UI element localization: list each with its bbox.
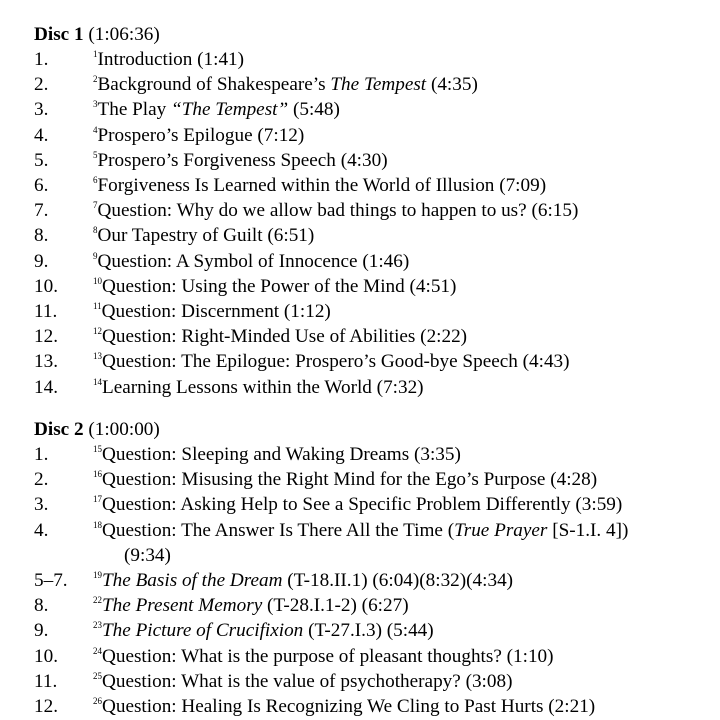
italic-title: The Picture of Crucifixion — [102, 620, 304, 642]
track-row — [34, 593, 714, 618]
title-text: (4:35) — [426, 74, 478, 96]
track-title — [93, 349, 570, 374]
footnote-marker: 6 — [93, 175, 98, 185]
footnote-marker: 25 — [93, 670, 102, 681]
track-title — [93, 467, 597, 492]
footnote-marker: 7 — [93, 200, 98, 211]
track-number: 13. — [34, 351, 58, 373]
track-row — [34, 148, 714, 173]
footnote-marker: 2 — [93, 74, 98, 85]
track-number: 9. — [34, 620, 49, 642]
footnote-marker: 10 — [93, 275, 102, 286]
disc-duration: (1:06:36) — [83, 24, 160, 45]
title-text: The Play — [97, 99, 172, 121]
title-text: (T-28.I.1-2) (6:27) — [262, 595, 409, 617]
title-text: Prospero’s Forgiveness Speech (4:30) — [97, 149, 388, 171]
footnote-marker: 9 — [93, 250, 98, 261]
track-title — [93, 593, 409, 618]
track-number: 2. — [34, 74, 49, 96]
track-row — [34, 442, 714, 467]
track-row — [34, 694, 714, 719]
track-title — [93, 274, 456, 299]
track-row — [34, 249, 714, 274]
track-title — [93, 47, 244, 72]
track-title — [93, 249, 409, 274]
title-text: Learning Lessons within the World (7:32) — [102, 376, 424, 398]
track-row — [34, 467, 714, 492]
title-text: Question: The Epilogue: Prospero’s Good-bye Speech (4:43) — [102, 351, 570, 373]
track-row — [34, 644, 714, 669]
track-number: 14. — [34, 376, 58, 398]
footnote-marker: 11 — [93, 301, 102, 311]
track-row — [34, 568, 714, 593]
track-title — [93, 518, 628, 543]
track-row — [34, 492, 714, 517]
track-number: 11. — [34, 301, 58, 322]
track-title — [93, 72, 478, 97]
track-row — [34, 669, 714, 694]
track-number: 4. — [34, 124, 49, 146]
track-number: 7. — [34, 200, 49, 222]
track-row — [34, 324, 714, 349]
track-row — [34, 349, 714, 374]
title-text: Question: Sleeping and Waking Dreams (3:35) — [102, 444, 461, 465]
title-text: Question: A Symbol of Innocence (1:46) — [97, 250, 410, 272]
title-text: (5:48) — [288, 99, 340, 121]
track-number: 6. — [34, 175, 49, 196]
track-title — [93, 324, 467, 349]
track-row — [34, 618, 714, 643]
title-text: [S-1.I. 4]) — [547, 519, 629, 541]
track-title — [93, 123, 304, 148]
track-row — [34, 123, 714, 148]
track-title — [93, 694, 595, 719]
italic-title: The Basis of the Dream — [102, 570, 283, 591]
track-title — [93, 299, 331, 324]
track-title — [93, 492, 622, 517]
italic-title: The Tempest — [330, 74, 427, 96]
title-text: Background of Shakespeare’s — [97, 74, 331, 96]
title-text: Question: The Answer Is There All the Time ( — [102, 519, 455, 541]
footnote-marker: 16 — [93, 469, 102, 480]
title-text: Question: Misusing the Right Mind for the Ego’s Purpose (4:28) — [102, 469, 598, 491]
track-number: 3. — [34, 99, 49, 121]
track-title — [93, 375, 424, 400]
track-number: 3. — [34, 494, 49, 516]
disc-heading — [34, 417, 160, 442]
footnote-marker: 4 — [93, 124, 98, 135]
title-text: Prospero’s Epilogue (7:12) — [97, 124, 305, 146]
title-text: (T-18.II.1) (6:04)(8:32)(4:34) — [282, 570, 514, 591]
track-title — [93, 97, 340, 122]
track-row — [34, 518, 714, 543]
track-title — [93, 198, 578, 223]
track-number: 1. — [34, 49, 49, 70]
footnote-marker: 19 — [93, 570, 102, 580]
italic-title: True Prayer — [454, 519, 548, 541]
track-number: 5. — [34, 149, 49, 171]
italic-title: “The Tempest” — [171, 99, 289, 121]
title-text: Introduction (1:41) — [97, 49, 245, 70]
track-title — [93, 173, 546, 198]
italic-title: The Present Memory — [102, 595, 263, 617]
footnote-marker: 1 — [93, 49, 98, 59]
footnote-marker: 22 — [93, 595, 102, 606]
track-row — [34, 299, 714, 324]
footnote-marker: 23 — [93, 620, 102, 631]
footnote-marker: 24 — [93, 645, 102, 656]
track-title — [93, 568, 513, 593]
footnote-marker: 12 — [93, 326, 102, 337]
footnote-marker: 8 — [93, 225, 98, 236]
track-number: 11. — [34, 670, 58, 692]
track-row — [34, 274, 714, 299]
track-number: 10. — [34, 645, 58, 667]
track-row — [34, 173, 714, 198]
track-number: 12. — [34, 326, 58, 348]
footnote-marker: 18 — [93, 519, 102, 530]
title-text: Question: What is the purpose of pleasant thoughts? (1:10) — [102, 645, 554, 667]
track-number: 1. — [34, 444, 49, 465]
track-row — [34, 97, 714, 122]
title-text: Question: Discernment (1:12) — [101, 301, 331, 322]
track-title — [93, 223, 314, 248]
footnote-marker: 17 — [93, 494, 102, 505]
title-text: Question: Asking Help to See a Specific Problem Differently (3:59) — [102, 494, 623, 516]
track-continuation: (9:34) — [124, 544, 171, 566]
track-number: 12. — [34, 696, 58, 717]
disc-heading — [34, 22, 160, 47]
track-row — [34, 72, 714, 97]
title-text: Our Tapestry of Guilt (6:51) — [97, 225, 315, 247]
track-title — [93, 618, 434, 643]
track-number: 8. — [34, 595, 49, 617]
title-text: Question: Why do we allow bad things to happen to us? (6:15) — [97, 200, 579, 222]
footnote-marker: 15 — [93, 444, 102, 454]
track-number: 5–7. — [34, 570, 68, 591]
title-text: (T-27.I.3) (5:44) — [303, 620, 434, 642]
footnote-marker: 5 — [93, 149, 98, 160]
disc-duration: (1:00:00) — [83, 419, 160, 440]
track-number: 10. — [34, 275, 58, 297]
title-text: Question: Healing Is Recognizing We Cling to Past Hurts (2:21) — [102, 696, 596, 717]
track-number: 4. — [34, 519, 49, 541]
track-title — [93, 442, 461, 467]
footnote-marker: 3 — [93, 99, 98, 110]
track-row — [34, 223, 714, 248]
title-text: Question: Using the Power of the Mind (4:51) — [102, 275, 457, 297]
track-number: 2. — [34, 469, 49, 491]
track-row — [34, 47, 714, 72]
track-title — [93, 644, 554, 669]
track-title — [93, 669, 512, 694]
track-row — [34, 375, 714, 400]
track-title — [93, 148, 388, 173]
disc-label: Disc 2 — [34, 419, 84, 440]
footnote-marker: 26 — [93, 696, 102, 706]
title-text: Question: What is the value of psychotherapy? (3:08) — [102, 670, 513, 692]
title-text: Question: Right-Minded Use of Abilities (2:22) — [102, 326, 468, 348]
footnote-marker: 14 — [93, 376, 102, 387]
footnote-marker: 13 — [93, 351, 102, 362]
title-text: Forgiveness Is Learned within the World of Illusion (7:09) — [97, 175, 547, 196]
track-row — [34, 198, 714, 223]
disc-label: Disc 1 — [34, 24, 84, 45]
track-number: 8. — [34, 225, 49, 247]
track-number: 9. — [34, 250, 49, 272]
